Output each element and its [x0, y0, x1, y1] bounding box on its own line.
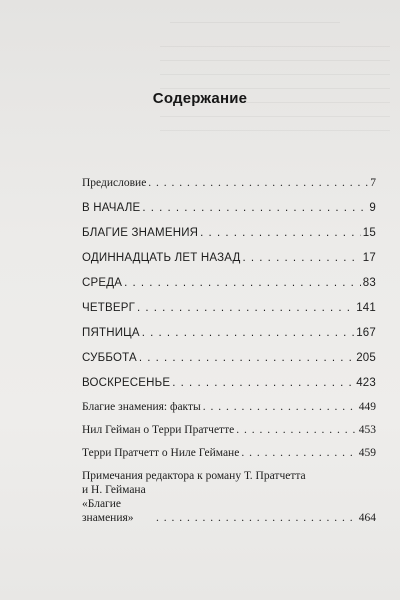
toc-entry-page: 141	[356, 302, 376, 314]
toc-entry-label: СУББОТА	[82, 352, 137, 364]
page-title: Содержание	[152, 90, 248, 107]
toc-entry-editor-notes	[82, 469, 376, 525]
toc-leader-dots	[137, 301, 354, 315]
toc-entry-in-the-beginning	[82, 201, 376, 215]
toc-entry-page: 423	[356, 377, 376, 389]
toc-entry-page: 167	[356, 327, 376, 339]
toc-leader-dots	[156, 511, 357, 525]
toc-entry-page: 449	[358, 401, 376, 413]
toc-entry-label: Благие знамения: факты	[82, 401, 201, 413]
toc-entry-sunday	[82, 376, 376, 390]
toc-entry-gaiman-on-pratchett	[82, 423, 376, 437]
toc-entry-label: Терри Пратчетт о Ниле Геймане	[82, 447, 240, 459]
toc-entry-pratchett-on-gaiman	[82, 446, 376, 460]
toc-entry-friday	[82, 326, 376, 340]
toc-entry-preface	[82, 176, 376, 190]
toc-entry-label: ЧЕТВЕРГ	[82, 302, 135, 314]
toc-leader-dots	[203, 400, 357, 414]
toc-entry-label: СРЕДА	[82, 277, 123, 289]
toc-entry-page: 17	[362, 252, 376, 264]
toc-entry-page: 15	[362, 227, 376, 239]
toc-entry-facts	[82, 400, 376, 414]
toc-entry-label: Предисловие	[82, 177, 147, 189]
toc-leader-dots	[172, 376, 354, 390]
toc-entry-line2	[82, 483, 376, 525]
toc-leader-dots	[236, 423, 357, 437]
toc-leader-dots	[200, 226, 361, 240]
toc-entry-page: 453	[358, 424, 376, 436]
toc-leader-dots	[142, 326, 354, 340]
toc-leader-dots	[148, 176, 368, 190]
toc-entry-good-omens	[82, 226, 376, 240]
toc-entry-thursday	[82, 301, 376, 315]
toc-entry-page: 464	[358, 512, 376, 524]
toc-entry-label: ВОСКРЕСЕНЬЕ	[82, 377, 171, 389]
toc-entry-page: 205	[356, 352, 376, 364]
toc-leader-dots	[243, 251, 361, 265]
toc-entry-page: 9	[369, 202, 376, 214]
toc-leader-dots	[142, 201, 367, 215]
toc-entry-page: 459	[358, 447, 376, 459]
toc-entry-label: Нил Гейман о Терри Пратчетте	[82, 424, 235, 436]
toc-entry-saturday	[82, 351, 376, 365]
toc-entry-label-line1: Примечания редактора к роману Т. Пратчетта	[82, 470, 306, 482]
toc-leader-dots	[241, 446, 356, 460]
toc-leader-dots	[124, 276, 361, 290]
toc-entry-label: В НАЧАЛЕ	[82, 202, 141, 214]
toc-entry-label-line2: и Н. Геймана «Благие знамения»	[82, 484, 146, 524]
toc-entry-wednesday	[82, 276, 376, 290]
toc-entry-label: ПЯТНИЦА	[82, 327, 140, 339]
toc-entry-eleven-years-ago	[82, 251, 376, 265]
bleed-through-text	[150, 0, 400, 150]
toc-entry-label: ОДИННАДЦАТЬ ЛЕТ НАЗАД	[82, 252, 241, 264]
toc-entry-page: 7	[370, 177, 376, 189]
toc-leader-dots	[139, 351, 354, 365]
toc-entry-label: БЛАГИЕ ЗНАМЕНИЯ	[82, 227, 199, 239]
toc-entry-page: 83	[362, 277, 376, 289]
